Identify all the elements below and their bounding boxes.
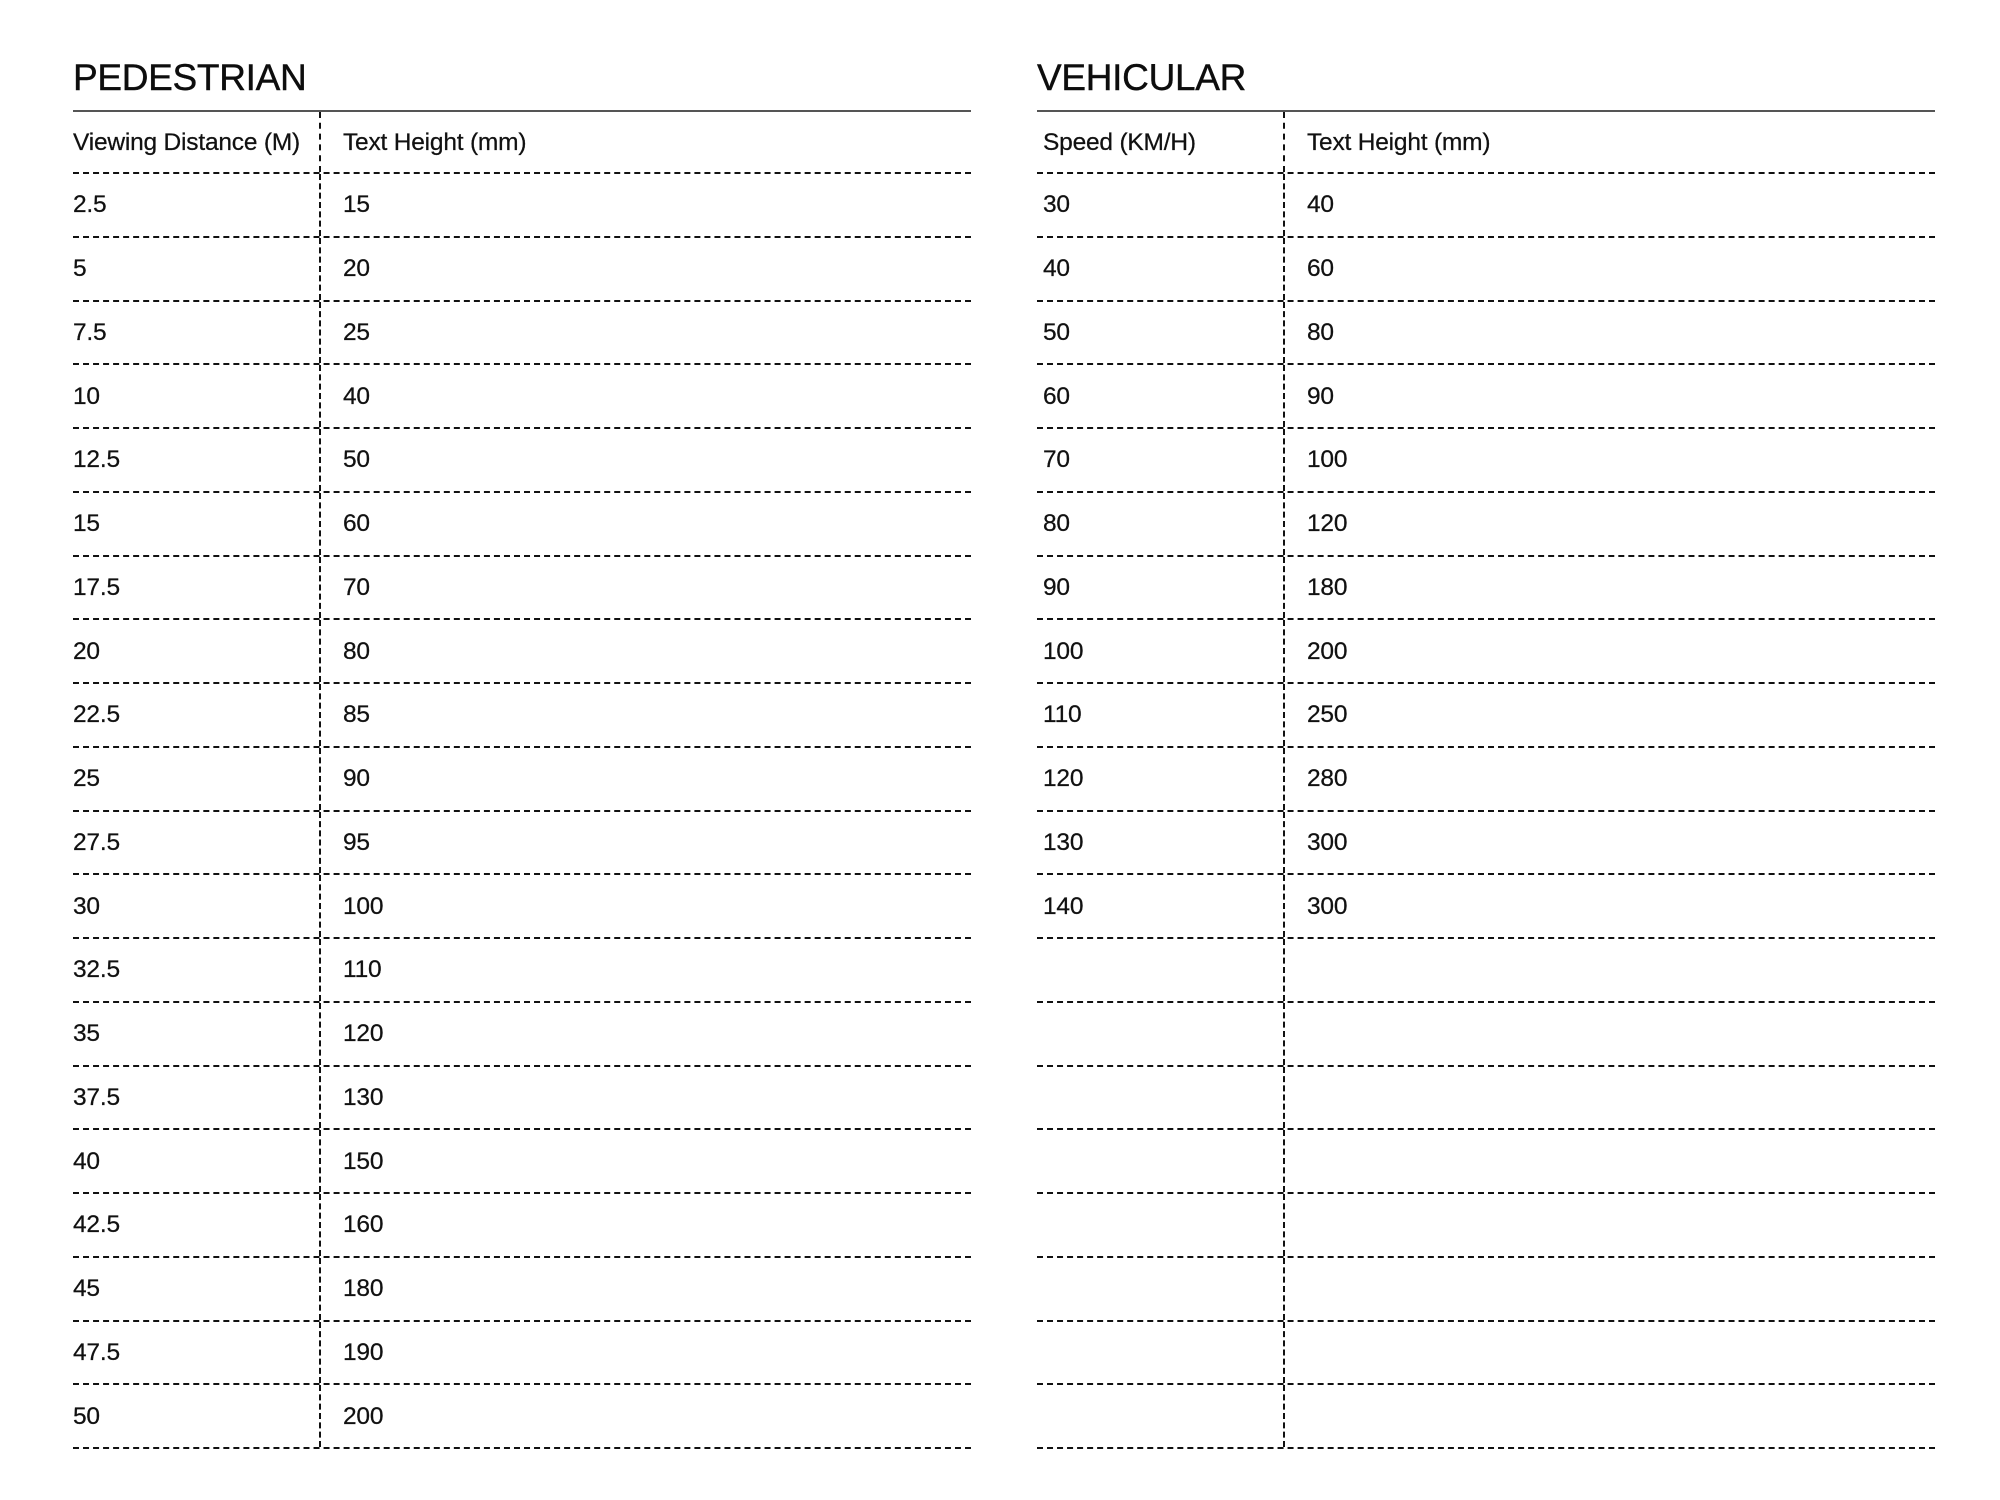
column-header-text-height: Text Height (mm): [1307, 128, 1491, 156]
table-row: [73, 238, 971, 302]
table-cell-input-value: 15: [73, 493, 321, 555]
table-cell-text-height: 160: [343, 1211, 384, 1239]
table-cell-input-value: 40: [1037, 238, 1285, 300]
table-row: [1037, 812, 1935, 876]
table-cell-input-value: 90: [1037, 557, 1285, 619]
table-cell-input-value: 70: [1037, 429, 1285, 491]
table-row: [1037, 557, 1935, 621]
table-cell-text-height: [1285, 1385, 1935, 1447]
table-cell-input-value: 30: [1037, 174, 1285, 236]
table-cell-text-height: 190: [343, 1338, 384, 1366]
table-row: [1037, 174, 1935, 238]
table-row: [1037, 365, 1935, 429]
table-cell-input-value: 25: [73, 748, 321, 810]
table-row: [1037, 1385, 1935, 1449]
vehicular-title: VEHICULAR: [1037, 57, 1247, 98]
table-row: [1037, 939, 1935, 1003]
pedestrian-title: PEDESTRIAN: [73, 57, 307, 98]
table-cell-input-value: 50: [73, 1385, 321, 1447]
table-cell-input-value: 80: [1037, 493, 1285, 555]
table-cell-text-height: [1285, 1322, 1935, 1384]
table-row: [1037, 302, 1935, 366]
table-row: [73, 875, 971, 939]
table-row: [73, 1067, 971, 1131]
table-cell-text-height: 60: [1307, 255, 1334, 282]
table-cell-text-height: 120: [1307, 510, 1348, 537]
table-row: [1037, 1130, 1935, 1194]
table-cell-input-value: 12.5: [73, 429, 321, 491]
table-row: [73, 365, 971, 429]
table-cell-input-value: 22.5: [73, 684, 321, 746]
table-cell-text-height: 200: [1307, 637, 1348, 665]
table-cell-input-value: 50: [1037, 302, 1285, 364]
table-row: [1037, 748, 1935, 812]
vehicular-table: [1037, 112, 1935, 1449]
table-cell-text-height: [1285, 1258, 1935, 1320]
table-row: [1037, 1258, 1935, 1322]
table-cell-input-value: 37.5: [73, 1067, 321, 1129]
table-cell-text-height: 50: [343, 446, 370, 474]
table-row: [1037, 1067, 1935, 1131]
table-row: [73, 620, 971, 684]
table-cell-input-value: [1037, 1385, 1285, 1447]
table-row: [73, 557, 971, 621]
table-cell-text-height: 25: [343, 318, 370, 346]
column-header-viewing-distance: Viewing Distance (M): [73, 112, 321, 172]
table-cell-text-height: 300: [1307, 828, 1348, 856]
table-cell-input-value: [1037, 1067, 1285, 1129]
table-cell-text-height: 95: [343, 828, 370, 856]
table-row: [73, 748, 971, 812]
table-row: [73, 1003, 971, 1067]
table-row: [73, 174, 971, 238]
table-cell-input-value: 110: [1037, 684, 1285, 746]
table-row: [1037, 1322, 1935, 1386]
table-row: [1037, 429, 1935, 493]
table-row: [73, 939, 971, 1003]
table-cell-text-height: 85: [343, 701, 370, 729]
table-row: [73, 1258, 971, 1322]
table-row: [73, 1322, 971, 1386]
table-row: [73, 812, 971, 876]
table-cell-input-value: 45: [73, 1258, 321, 1320]
table-cell-text-height: 40: [1307, 191, 1334, 219]
table-cell-input-value: 10: [73, 365, 321, 427]
table-cell-text-height: 20: [343, 255, 370, 282]
column-header-text-height: Text Height (mm): [343, 128, 527, 156]
table-cell-text-height: 80: [343, 637, 370, 665]
table-cell-input-value: 42.5: [73, 1194, 321, 1256]
table-cell-text-height: 250: [1307, 701, 1348, 729]
table-row: [73, 1385, 971, 1449]
pedestrian-table: [73, 112, 971, 1449]
table-cell-text-height: [1285, 1194, 1935, 1256]
table-cell-input-value: 100: [1037, 620, 1285, 682]
table-cell-input-value: 47.5: [73, 1322, 321, 1384]
table-cell-text-height: [1285, 1067, 1935, 1129]
table-cell-text-height: 120: [343, 1020, 384, 1047]
table-cell-text-height: 15: [343, 191, 370, 219]
table-cell-input-value: 17.5: [73, 557, 321, 619]
table-row: [73, 684, 971, 748]
table-row: [1037, 493, 1935, 557]
table-cell-text-height: 300: [1307, 892, 1348, 920]
table-cell-text-height: [1285, 1003, 1935, 1065]
table-cell-text-height: 110: [343, 956, 382, 984]
table-row: [1037, 238, 1935, 302]
table-header-row: [1037, 112, 1935, 174]
table-cell-input-value: 35: [73, 1003, 321, 1065]
table-cell-text-height: [1285, 939, 1935, 1001]
table-cell-input-value: 27.5: [73, 812, 321, 874]
table-cell-text-height: 40: [343, 382, 370, 410]
table-row: [73, 1194, 971, 1258]
table-cell-input-value: 40: [73, 1130, 321, 1192]
table-cell-input-value: 5: [73, 238, 321, 300]
table-cell-text-height: 180: [343, 1275, 384, 1302]
table-row: [73, 429, 971, 493]
table-cell-text-height: 90: [1307, 382, 1334, 410]
table-cell-input-value: 30: [73, 875, 321, 937]
table-cell-text-height: 80: [1307, 318, 1334, 346]
table-cell-input-value: 20: [73, 620, 321, 682]
table-cell-input-value: [1037, 1258, 1285, 1320]
table-cell-text-height: 100: [1307, 446, 1348, 474]
table-cell-text-height: 150: [343, 1147, 384, 1175]
table-cell-input-value: 130: [1037, 812, 1285, 874]
table-cell-text-height: 100: [343, 892, 384, 920]
table-row: [73, 1130, 971, 1194]
table-cell-input-value: 2.5: [73, 174, 321, 236]
table-row: [1037, 620, 1935, 684]
table-cell-text-height: 280: [1307, 765, 1348, 792]
table-cell-text-height: 200: [343, 1402, 384, 1430]
table-row: [1037, 1194, 1935, 1258]
table-cell-text-height: 70: [343, 573, 370, 601]
table-cell-input-value: [1037, 1322, 1285, 1384]
table-cell-input-value: [1037, 1003, 1285, 1065]
column-header-speed: Speed (KM/H): [1037, 112, 1285, 172]
table-cell-text-height: 60: [343, 510, 370, 537]
table-row: [73, 493, 971, 557]
table-cell-input-value: 7.5: [73, 302, 321, 364]
table-cell-input-value: [1037, 1194, 1285, 1256]
table-row: [73, 302, 971, 366]
table-header-row: [73, 112, 971, 174]
table-cell-input-value: 120: [1037, 748, 1285, 810]
table-cell-input-value: 140: [1037, 875, 1285, 937]
table-cell-input-value: [1037, 1130, 1285, 1192]
table-row: [1037, 1003, 1935, 1067]
table-row: [1037, 875, 1935, 939]
table-cell-input-value: 32.5: [73, 939, 321, 1001]
table-cell-input-value: [1037, 939, 1285, 1001]
table-cell-text-height: 180: [1307, 573, 1348, 601]
table-cell-text-height: 90: [343, 765, 370, 792]
table-row: [1037, 684, 1935, 748]
table-cell-text-height: [1285, 1130, 1935, 1192]
table-cell-input-value: 60: [1037, 365, 1285, 427]
table-cell-text-height: 130: [343, 1083, 384, 1111]
